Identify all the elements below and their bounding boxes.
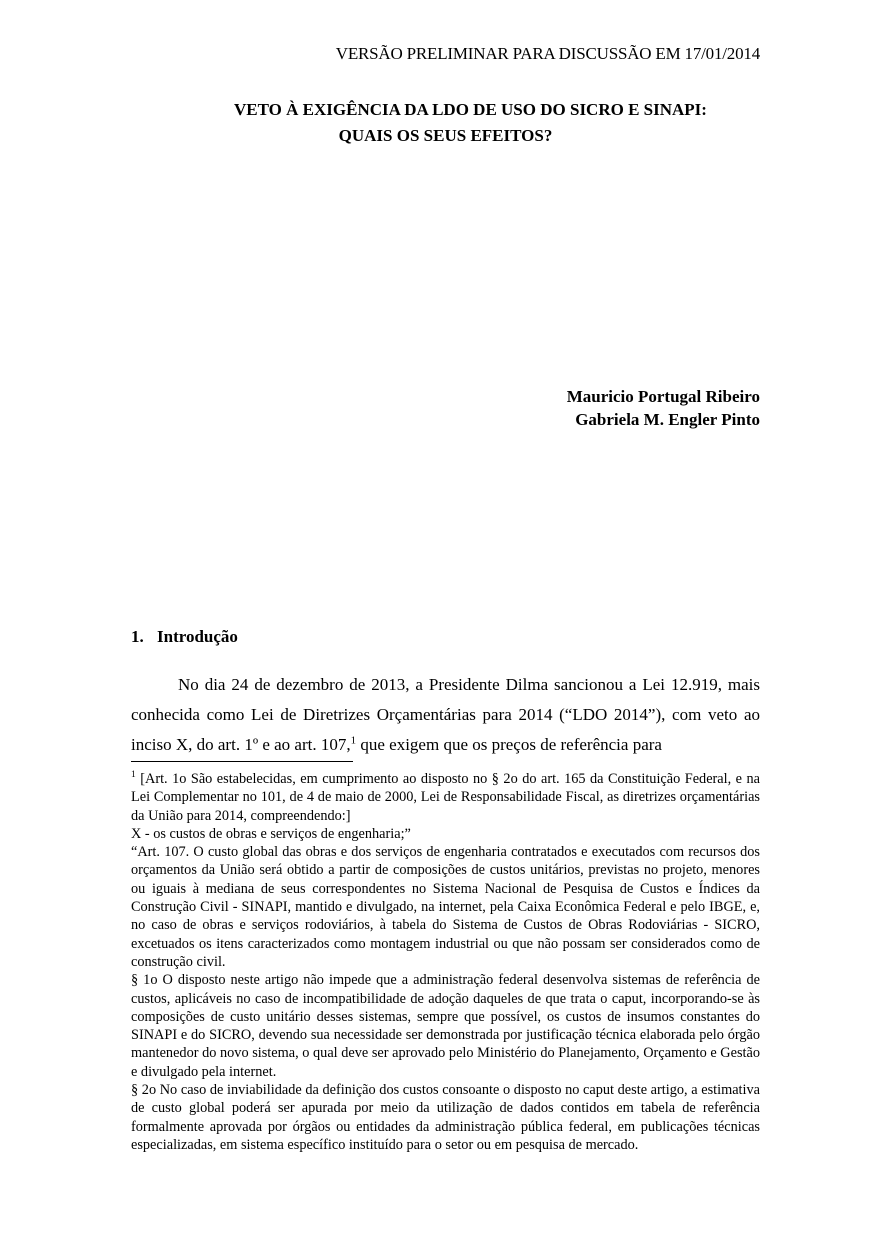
body-paragraph	[131, 670, 760, 760]
footnote-block	[131, 770, 760, 1154]
draft-version-header: VERSÃO PRELIMINAR PARA DISCUSSÃO EM 17/01/2014	[335, 44, 760, 63]
paragraph-text: que exigem que os preços de referência para	[356, 735, 662, 754]
document-title-line2: QUAIS OS SEUS EFEITOS?	[338, 126, 553, 145]
author-name: Gabriela M. Engler Pinto	[575, 410, 760, 429]
section-number: 1.	[131, 627, 144, 646]
authors-block	[131, 385, 760, 431]
footnote-paragraph: § 2o No caso de inviabilidade da definição dos custos consoante o disposto no caput deste artigo, a estimativa de custo global poderá ser apurada por meio da utilização de dados contidos em tabela de referência formalmente aprovada por órgãos ou entidades da administração pública federal, em publicações técnicas especializadas, em sistema específico instituído para o setor ou em pesquisa de mercado.	[131, 1082, 760, 1153]
section-title: Introdução	[157, 627, 238, 646]
footnote-paragraph	[131, 770, 760, 825]
footnote-marker: 1	[131, 770, 136, 781]
footnote-paragraph: X - os custos de obras e serviços de engenharia;”	[131, 825, 411, 842]
footnote-text: [Art. 1o São estabelecidas, em cumprimento ao disposto no § 2o do art. 165 da Constituição Federal, e na Lei Complementar no 101, de 4 de maio de 2000, Lei de Responsabilidade Fiscal, as diretrizes orçamentárias da União para 2014, compreendendo:]	[131, 771, 760, 824]
footnote-paragraph: “Art. 107. O custo global das obras e dos serviços de engenharia contratados e executados com recursos dos orçamentos da União será obtido a partir de composições de custos unitários, previstas no projeto, menores ou iguais à mediana de seus correspondentes no Sistema Nacional de Pesquisa de Custos e Índices da Construção Civil - SINAPI, mantido e divulgado, na internet, pela Caixa Econômica Federal e pelo IBGE, e, no caso de obras e serviços rodoviários, à tabela do Sistema de Custos de Obras Rodoviárias - SICRO, excetuados os itens caracterizados como montagem industrial ou que não possam ser considerados como de construção civil.	[131, 844, 760, 970]
document-title	[131, 97, 760, 149]
footnote-separator	[131, 761, 353, 762]
footnote-reference: 1	[350, 734, 357, 747]
footnote-paragraph: § 1o O disposto neste artigo não impede que a administração federal desenvolva sistemas de referência de custos, aplicáveis no caso de incompatibilidade de adoção daqueles de que trata o caput, incorporando-se às composições de custo unitário desses sistemas, sempre que possível, os custos de insumos constantes do SINAPI e do SICRO, devendo sua necessidade ser demonstrada por justificação técnica elaborada pelo órgão mantenedor do novo sistema, o qual deve ser aprovado pelo Ministério do Planejamento, Orçamento e Gestão e divulgado pela internet.	[131, 972, 760, 1080]
section-heading	[131, 626, 760, 648]
document-title-line1: VETO À EXIGÊNCIA DA LDO DE USO DO SICRO E SINAPI:	[234, 100, 707, 119]
author-name: Mauricio Portugal Ribeiro	[566, 387, 760, 406]
paragraph-text: No dia 24 de dezembro de 2013, a Presidente Dilma sancionou a Lei 12.919, mais conhecida como Lei de Diretrizes Orçamentárias para 2014 (“LDO 2014”), com veto ao inciso X, do art. 1º e ao art. 107,	[131, 675, 760, 754]
